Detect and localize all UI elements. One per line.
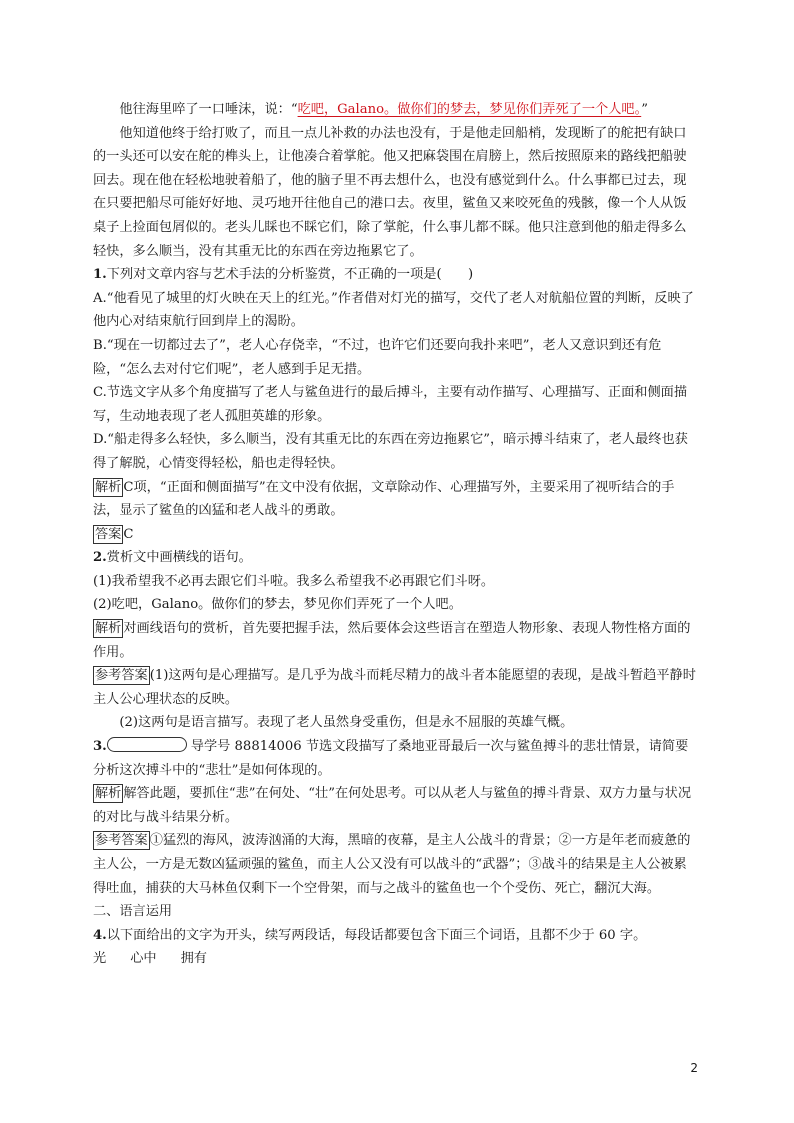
question-2-stem — [93, 546, 699, 570]
question-1-analysis — [93, 476, 699, 523]
question-number: 4. — [93, 927, 107, 943]
option-c: C.节选文字从多个角度描写了老人与鲨鱼进行的最后搏斗，主要有动作描写、心理描写、正面和侧面描写，生动地表现了老人孤胆英雄的形象。 — [93, 385, 688, 424]
question-number: 2. — [93, 550, 107, 566]
analysis-text: 解答此题，要抓住“悲”在何处、“壮”在何处思考。可以从老人与鲨鱼的搏斗背景、双方力量与状况的对比与战斗结果分析。 — [93, 786, 692, 825]
underlined-red-text: 吃吧，Galano。做你们的梦去，梦见你们弄死了一个人吧。 — [297, 102, 642, 117]
option-a: A.“他看见了城里的灯火映在天上的红光。”作者借对灯光的描写，交代了老人对航船位置的判断，反映了他内心对结束航行回到岸上的渴盼。 — [93, 290, 694, 330]
page-number: 2 — [690, 1061, 698, 1075]
question-number: 3. — [93, 739, 107, 755]
word-item: 心中 — [130, 951, 157, 967]
question-3-reference — [93, 829, 699, 900]
question-2-sentence-1: (1)我希望我不必再去跟它们斗啦。我多么希望我不必再跟它们斗呀。 — [93, 573, 495, 589]
analysis-text: C项，“正面和侧面描写”在文中没有依据，文章除动作、心理描写外，主要采用了视听结合的手法，显示了鲨鱼的凶猛和老人战斗的勇敢。 — [93, 479, 675, 519]
quote-prefix: 他往海里啐了一口唾沫，说：“ — [119, 102, 298, 117]
reference-answer-text: ①猛烈的海风，波涛汹涌的大海，黑暗的夜幕，是主人公战斗的背景；②一方是年老而疲惫的主人公，一方是无数凶猛顽强的鲨鱼，而主人公又没有可以战斗的“武器”；③战斗的结果是主人公被累得吐血，捕获的大马林鱼仅剩下一个空骨架，而与之战斗的鲨鱼也一个个受伤、死亡，翻沉大海。 — [93, 833, 691, 896]
question-3-stem — [93, 735, 699, 782]
analysis-tag: 解析 — [95, 479, 122, 495]
analysis-text: 对画线语句的赏析，首先要把握手法，然后要体会这些语言在塑造人物形象、表现人物性格方面的作用。 — [93, 621, 691, 660]
question-number: 1. — [93, 267, 107, 283]
question-2-reference-2: (2)这两句是语言描写。表现了老人虽然身受重伤，但是永不屈服的英雄气概。 — [119, 715, 574, 731]
section-heading: 二、语言运用 — [93, 904, 173, 920]
question-text: 导学号 88814006 节选文段描写了桑地亚哥最后一次与鲨鱼搏斗的悲壮情景，请简要分析这次搏斗中的“悲壮”是如何体现的。 — [93, 739, 689, 778]
word-item: 光 — [93, 951, 107, 967]
reference-answer-text: (1)这两句是心理描写。是几乎为战斗而耗尽精力的战斗者本能愿望的表现，是战斗暂趋平静时主人公心理状态的反映。 — [93, 668, 696, 707]
question-text: 以下面给出的文字为开头，续写两段话，每段话都要包含下面三个词语，且都不少于 60 字。 — [106, 927, 647, 943]
reference-answer-tag: 参考答案 — [95, 668, 148, 684]
guide-number-box — [107, 737, 187, 752]
question-3-analysis — [93, 782, 699, 829]
paragraph-narrative: 他知道他终于给打败了，而且一点儿补救的办法也没有，于是他走回船梢，发现断了的舵把有缺口的一头还可以安在舵的榫头上，让他凑合着掌舵。他又把麻袋围在肩膀上，然后按照原来的路线把船驶回去。现在他在轻松地驶着船了，他的脑子里不再去想什么，也没有感觉到什么。什么事都已过去，现在只要把船尽可能好好地、灵巧地开往他自己的港口去。夜里，鲨鱼又来咬死鱼的残骸，像一个人从饭桌子上捡面包屑似的。老头儿睬也不睬它们，除了掌舵，什么事儿都不睬。他只注意到他的船走得多么轻快，多么顺当，没有其重无比的东西在旁边拖累它了。 — [93, 125, 687, 259]
question-2-analysis — [93, 617, 699, 664]
question-text: 赏析文中画横线的语句。 — [106, 550, 252, 566]
option-d: D.“船走得多么轻快，多么顺当，没有其重无比的东西在旁边拖累它”，暗示搏斗结束了，老人最终也获得了解脱，心情变得轻松，船也走得轻快。 — [93, 432, 688, 471]
answer-tag: 答案 — [95, 526, 122, 542]
analysis-tag: 解析 — [95, 786, 122, 802]
question-2-sentence-2: (2)吃吧，Galano。做你们的梦去，梦见你们弄死了一个人吧。 — [93, 597, 462, 613]
option-b: B.“现在一切都过去了”，老人心存侥幸，“不过，也许它们还要向我扑来吧”，老人又意识到还有危险，“怎么去对付它们呢”，老人感到手足无措。 — [93, 337, 662, 377]
reference-answer-tag: 参考答案 — [95, 833, 148, 849]
quote-suffix: ” — [641, 102, 648, 117]
analysis-tag: 解析 — [95, 621, 122, 637]
answer-text: C — [123, 526, 134, 542]
question-1-stem — [93, 263, 699, 287]
question-4-stem — [93, 924, 699, 948]
question-1-answer — [93, 523, 699, 547]
document-body — [93, 98, 699, 971]
question-2-reference-1 — [93, 664, 699, 711]
question-text: 下列对文章内容与艺术手法的分析鉴赏，不正确的一项是( ) — [106, 267, 474, 283]
paragraph-quote — [93, 98, 699, 122]
question-4-words — [93, 947, 699, 971]
word-item: 拥有 — [180, 951, 207, 967]
